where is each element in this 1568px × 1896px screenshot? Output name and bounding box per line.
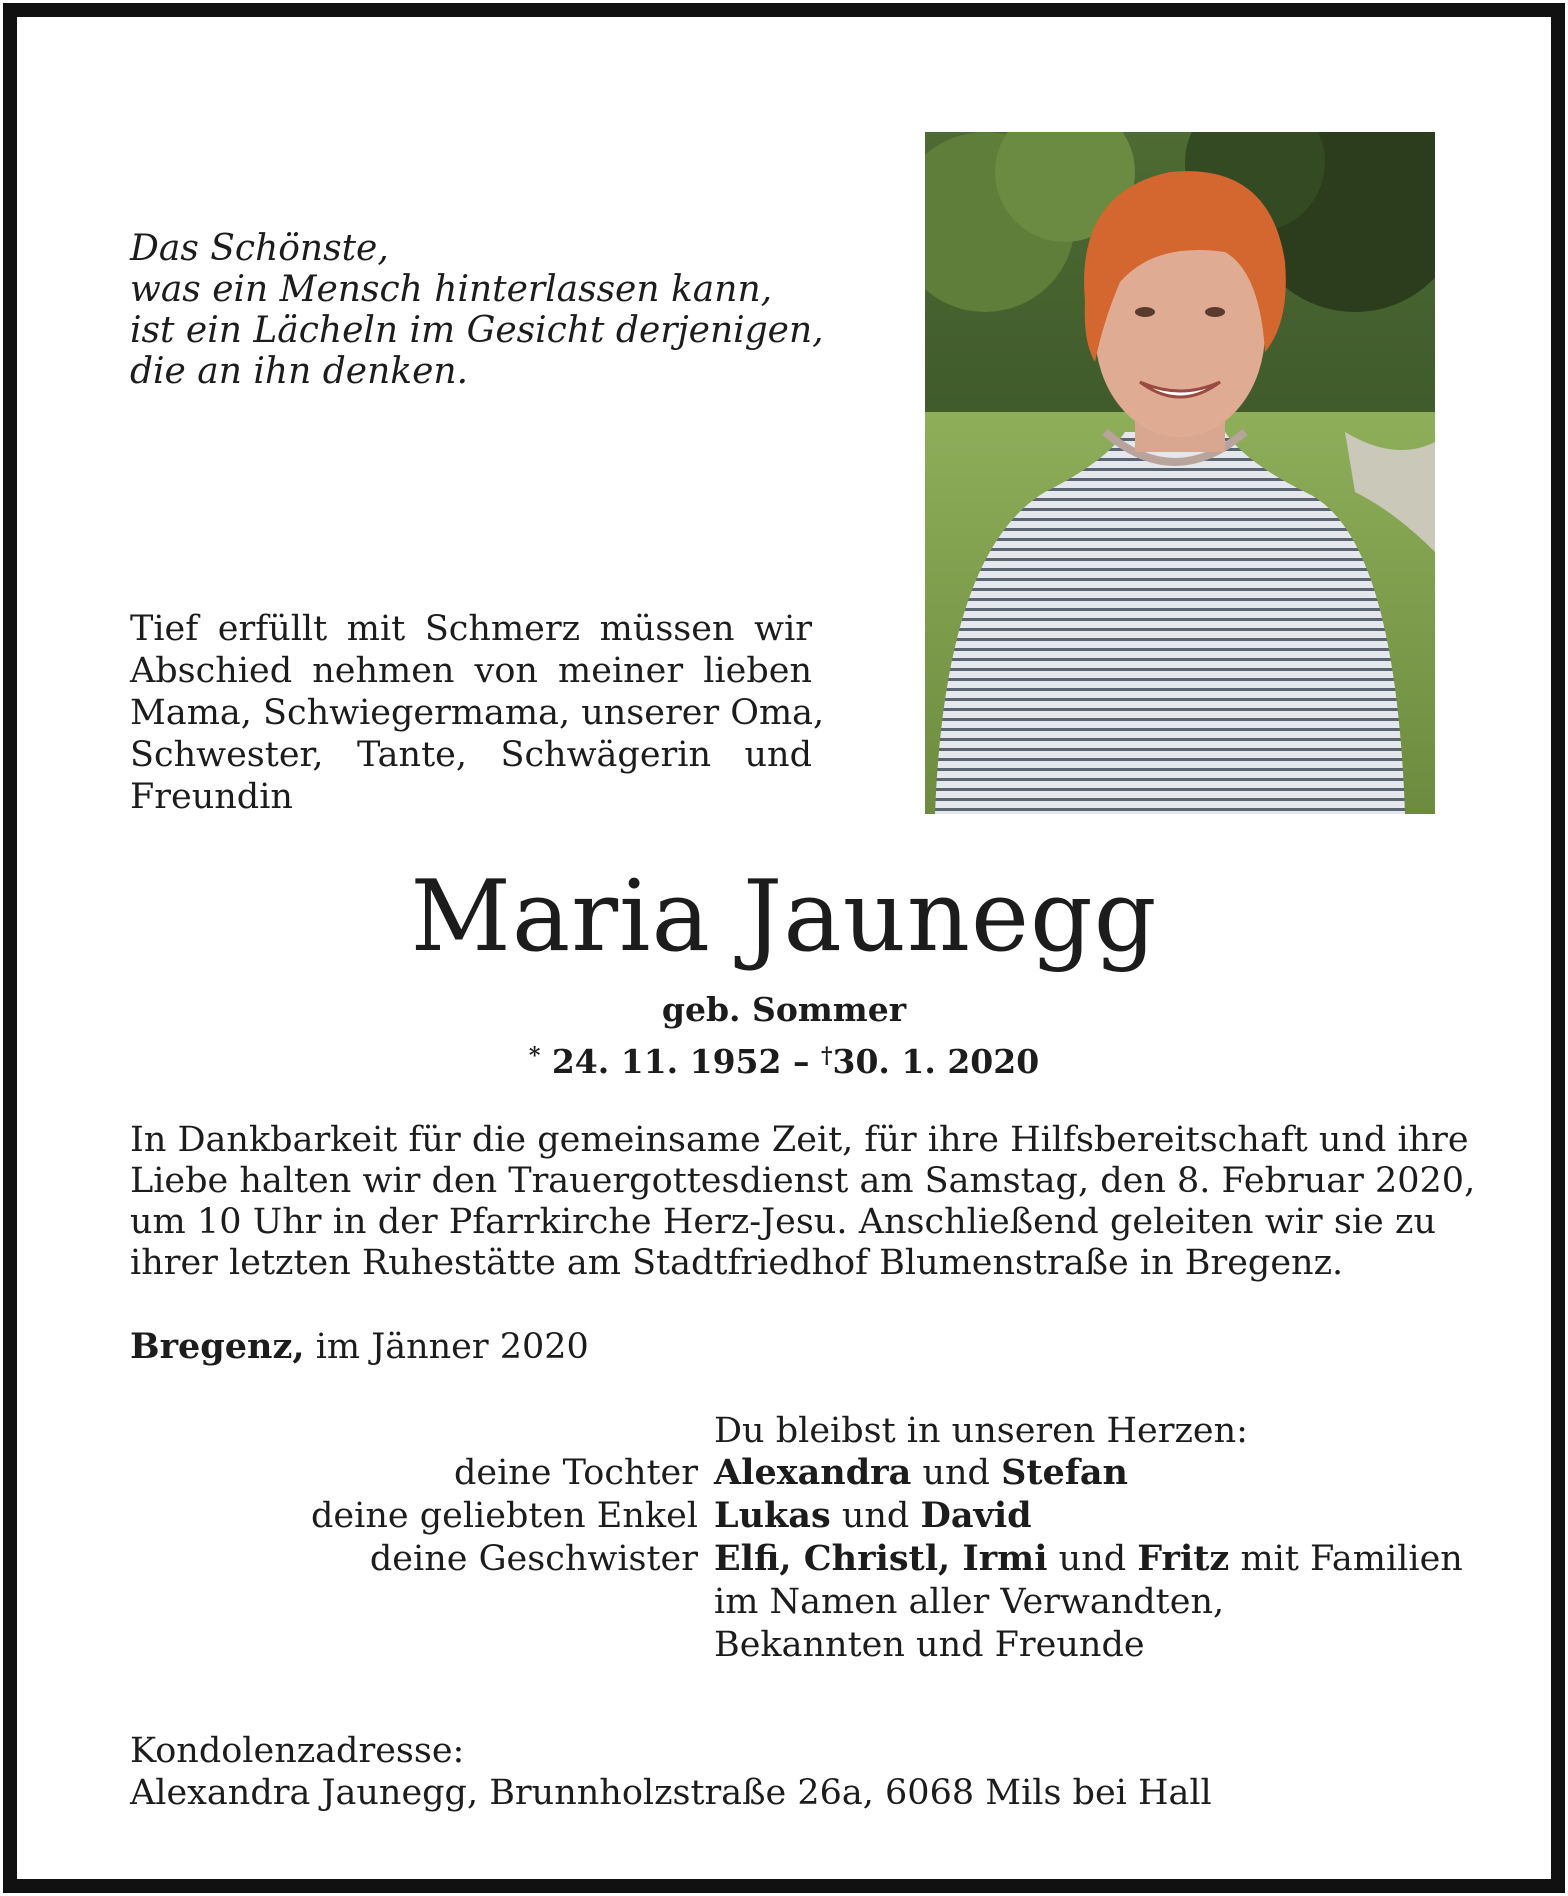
daughter-label: deine Tochter (453, 1453, 698, 1493)
son-in-law-name: Stefan (1001, 1452, 1128, 1493)
quote-line: was ein Mensch hinterlassen kann, (130, 269, 773, 310)
sibling-name: Fritz (1137, 1538, 1230, 1579)
family-heading: Du bleibst in unseren Herzen: (714, 1411, 1248, 1451)
intro-paragraph (130, 608, 825, 818)
quote-line: die an ihn denken. (130, 351, 469, 392)
and-word: und (1058, 1539, 1127, 1579)
quote-line: Das Schönste, (130, 228, 389, 269)
grandchildren-label: deine geliebten Enkel (311, 1496, 698, 1536)
quote-line: ist ein Lächeln im Gesicht derjenigen, (130, 310, 824, 351)
deceased-name: Maria Jaunegg (410, 860, 1158, 974)
service-paragraph (130, 1120, 1476, 1284)
portrait-photo (925, 132, 1435, 814)
portrait-illustration (925, 132, 1435, 814)
grandchildren-names (714, 1495, 1032, 1537)
intro-line: Freundin (130, 777, 293, 817)
life-dates (0, 1036, 1568, 1082)
service-line: Liebe halten wir den Trauergottesdienst am Samstag, den 8. Februar 2020, (130, 1161, 1476, 1201)
service-line: In Dankbarkeit für die gemeinsame Zeit, für ihre Hilfsbereitschaft und ihre (130, 1120, 1469, 1160)
place-city: Bregenz, (130, 1326, 305, 1367)
siblings-bold-names: Elfi, Christl, Irmi (714, 1538, 1048, 1579)
intro-line: Schwester, Tante, Schwägerin und (130, 735, 812, 775)
grandchild-name: Lukas (714, 1495, 831, 1536)
intro-line: Abschied nehmen von meiner lieben (130, 651, 812, 691)
place-month: im Jänner 2020 (315, 1327, 589, 1367)
closing-line: Bekannten und Freunde (714, 1625, 1145, 1665)
condolence-block (130, 1730, 1212, 1814)
daughter-name: Alexandra (714, 1452, 912, 1493)
intro-line: Tief erfüllt mit Schmerz müssen wir (130, 609, 812, 649)
closing-line: im Namen aller Verwandten, (714, 1582, 1225, 1622)
memorial-quote (130, 228, 824, 392)
and-word: und (841, 1496, 910, 1536)
birth-symbol: * (528, 1043, 541, 1069)
grandchild-name: David (920, 1495, 1032, 1536)
and-word: und (922, 1453, 990, 1493)
place-date (130, 1326, 589, 1368)
birth-date: 24. 11. 1952 (551, 1042, 782, 1081)
death-date: 30. 1. 2020 (832, 1042, 1040, 1081)
siblings-suffix: mit Familien (1240, 1539, 1463, 1579)
intro-line: Mama, Schwiegermama, unserer Oma, (130, 693, 825, 733)
service-line: ihrer letzten Ruhestätte am Stadtfriedhof Blumenstraße in Bregenz. (130, 1243, 1344, 1283)
maiden-name: geb. Sommer (661, 990, 907, 1029)
siblings-label: deine Geschwister (369, 1539, 698, 1579)
death-symbol: † (820, 1043, 833, 1069)
siblings-names (714, 1538, 1463, 1580)
condolence-address: Alexandra Jaunegg, Brunnholzstraße 26a, 6068 Mils bei Hall (130, 1773, 1212, 1813)
date-dash: – (792, 1042, 810, 1081)
condolence-label: Kondolenzadresse: (130, 1731, 465, 1771)
daughter-names (714, 1452, 1128, 1494)
service-line: um 10 Uhr in der Pfarrkirche Herz-Jesu. Anschließend geleiten wir sie zu (130, 1202, 1436, 1242)
